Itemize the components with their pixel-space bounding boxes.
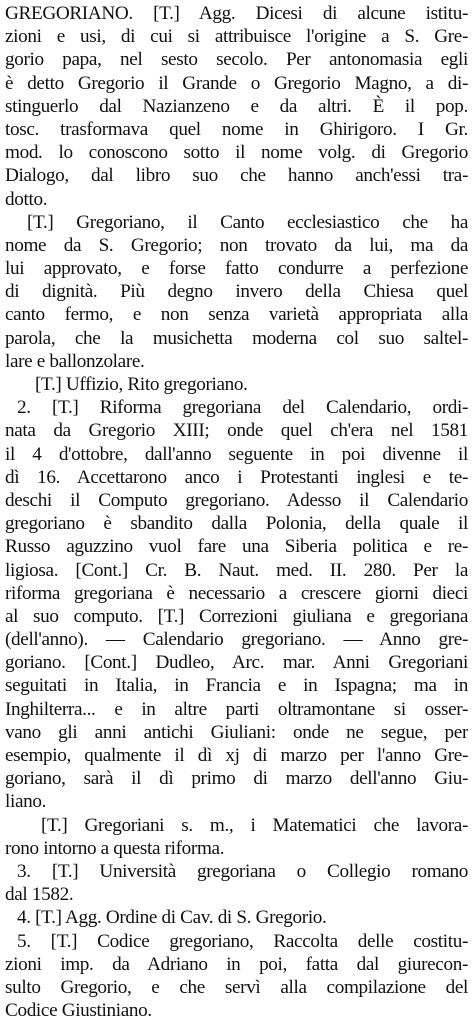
entry-line: [T.] Gregoriani s. m., i Matematici che lavora-: [41, 814, 468, 836]
entry-line: di dignità. Più degno invero della Chiesa quel: [5, 281, 468, 303]
entry-line: [T.] Gregoriano, il Canto ecclesiastico che ha: [27, 211, 468, 233]
entry-line: 5. [T.] Codice gregoriano, Raccolta delle costitu-: [17, 930, 468, 952]
entry-line: lui approvato, e forse fatto condurre a perfezione: [5, 258, 468, 280]
entry-line: canto fermo, e non senza varietà appropriata alla: [5, 304, 468, 326]
entry-line: lare e ballonzolare.: [5, 350, 145, 372]
entry-line: 2. [T.] Riforma gregoriana del Calendario, ordi-: [17, 397, 468, 419]
entry-line: vano gli anni antichi Giuliani: onde ne segue, per: [5, 721, 468, 743]
entry-line: Russo aguzzino vuol fare una Siberia politica e re-: [5, 536, 468, 558]
entry-line: goriano. [Cont.] Dudleo, Arc. mar. Anni Gregoriani: [5, 652, 468, 674]
entry-line: zioni imp. da Adriano in poi, fatta dal giurecon-: [5, 953, 468, 975]
entry-line: liano.: [5, 791, 47, 813]
entry-line: 3. [T.] Università gregoriana o Collegio romano: [17, 860, 468, 882]
entry-line: Dialogo, dal libro suo che hanno anch'essi tra-: [5, 165, 468, 187]
entry-line: ligiosa. [Cont.] Cr. B. Naut. med. II. 280. Per la: [5, 559, 468, 581]
entry-line: 4. [T.] Agg. Ordine di Cav. di S. Gregorio.: [17, 907, 327, 929]
entry-line: Inghilterra... e in altre parti oltramontane si osser-: [5, 698, 468, 720]
entry-line: sulto Gregorio, e che servì alla compilazione del: [5, 976, 468, 998]
entry-line: zioni e usi, di cui si attribuisce l'origine a S. Gre-: [5, 26, 468, 48]
entry-line: [T.] Uffizio, Rito gregoriano.: [35, 374, 248, 395]
entry-line: rono intorno a questa riforma.: [5, 837, 225, 859]
entry-line: nome da S. Gregorio; non trovato da lui, ma da: [5, 234, 468, 256]
entry-line: nata da Gregorio XIII; onde quel ch'era nel 1581: [5, 420, 468, 442]
entry-line: al suo computo. [T.] Correzioni giuliana e gregoriana: [5, 605, 468, 627]
entry-line: è detto Gregorio il Grande o Gregorio Magno, a di-: [5, 72, 468, 94]
entry-line: gregoriano è sbandito dalla Polonia, della quale il: [5, 513, 468, 535]
entry-line: dal 1582.: [5, 884, 74, 906]
entry-line: riforma gregoriana è necessario a crescere giorni dieci: [5, 582, 468, 604]
entry-line: il 4 d'ottobre, dall'anno seguente in poi divenne il: [5, 443, 468, 465]
entry-line: (dell'anno). — Calendario gregoriano. — Anno gre-: [5, 629, 468, 651]
entry-line: mod. lo conoscono sotto il nome volg. di Gregorio: [5, 142, 468, 164]
entry-line: goriano, sarà il dì primo di marzo dell'anno Giu-: [5, 768, 468, 790]
entry-line: dotto.: [5, 188, 48, 210]
entry-line: GREGORIANO. [T.] Agg. Dicesi di alcune istitu-: [5, 3, 468, 24]
entry-line: Codice Giustiniano.: [5, 1000, 152, 1022]
dictionary-entry-gregoriano: [5, 2, 468, 1022]
entry-line: deschi il Computo gregoriano. Adesso il Calendario: [5, 489, 468, 511]
entry-line: esempio, qualmente il dì xj di marzo per l'anno Gre-: [5, 745, 468, 766]
entry-line: seguitati in Italia, in Francia e in Ispagna; ma in: [5, 675, 468, 697]
entry-line: parola, che la musichetta moderna col suo saltel-: [5, 327, 468, 349]
entry-line: dì 16. Accettarono anco i Protestanti inglesi e te-: [5, 466, 468, 488]
entry-line: gorio papa, nel sesto secolo. Per antonomasia egli: [5, 49, 468, 71]
entry-line: stinguerlo dal Nazianzeno e da altri. È il pop.: [5, 95, 468, 117]
entry-line: tosc. trasformava quel nome in Ghirigoro. I Gr.: [5, 118, 468, 140]
